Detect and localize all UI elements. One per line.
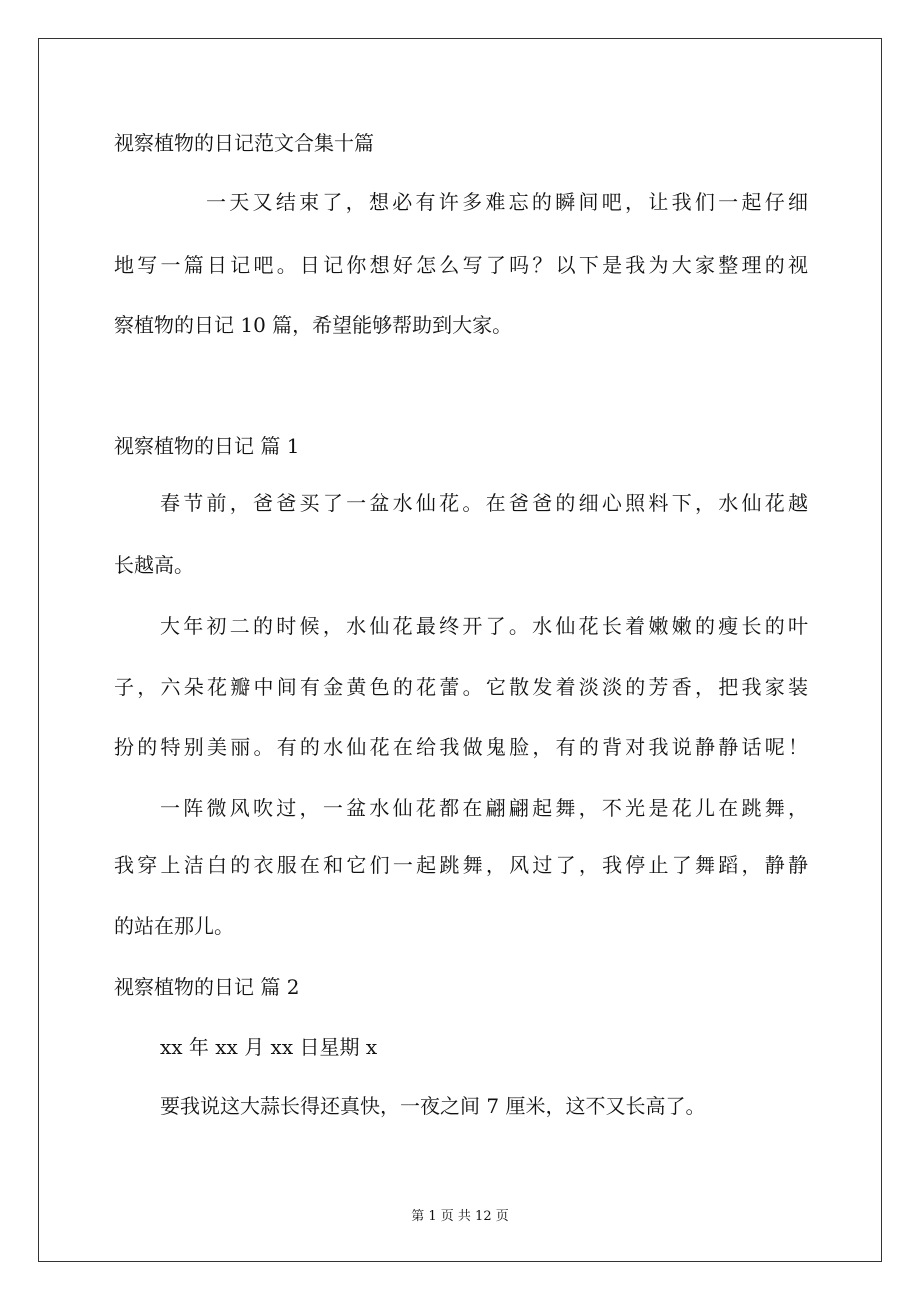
paragraph-line: 的站在那儿。 [114,914,234,938]
paragraph-line: 长越高。 [114,553,194,577]
section-heading-1: 视察植物的日记 篇 1 [114,434,300,458]
paragraph-line: 春节前，爸爸买了一盆水仙花。在爸爸的细心照料下，水仙花越 [160,491,808,515]
paragraph-line: 一阵微风吹过，一盆水仙花都在翩翩起舞，不光是花儿在跳舞， [160,796,808,820]
section-heading-2: 视察植物的日记 篇 2 [114,975,300,999]
date-line: xx 年 xx 月 xx 日星期 x [160,1035,378,1059]
intro-line: 地写一篇日记吧。日记你想好怎么写了吗？以下是我为大家整理的视 [114,253,808,277]
paragraph-line: 扮的特别美丽。有的水仙花在给我做鬼脸，有的背对我说静静话呢！ [114,735,808,759]
paragraph-line: 我穿上洁白的衣服在和它们一起跳舞，风过了，我停止了舞蹈，静静 [114,853,808,877]
page-border [38,38,882,1262]
paragraph-line: 要我说这大蒜长得还真快，一夜之间 7 厘米，这不又长高了。 [160,1094,706,1118]
paragraph-line: 大年初二的时候，水仙花最终开了。水仙花长着嫩嫩的瘦长的叶 [160,614,808,638]
paragraph-line: 子，六朵花瓣中间有金黄色的花蕾。它散发着淡淡的芳香，把我家装 [114,675,808,699]
intro-line: 察植物的日记 10 篇，希望能够帮助到大家。 [114,313,513,337]
page-number-footer: 第 1 页 共 12 页 [411,1209,509,1224]
document-title: 视察植物的日记范文合集十篇 [114,131,374,155]
intro-line: 一天又结束了，想必有许多难忘的瞬间吧，让我们一起仔细 [206,190,808,214]
